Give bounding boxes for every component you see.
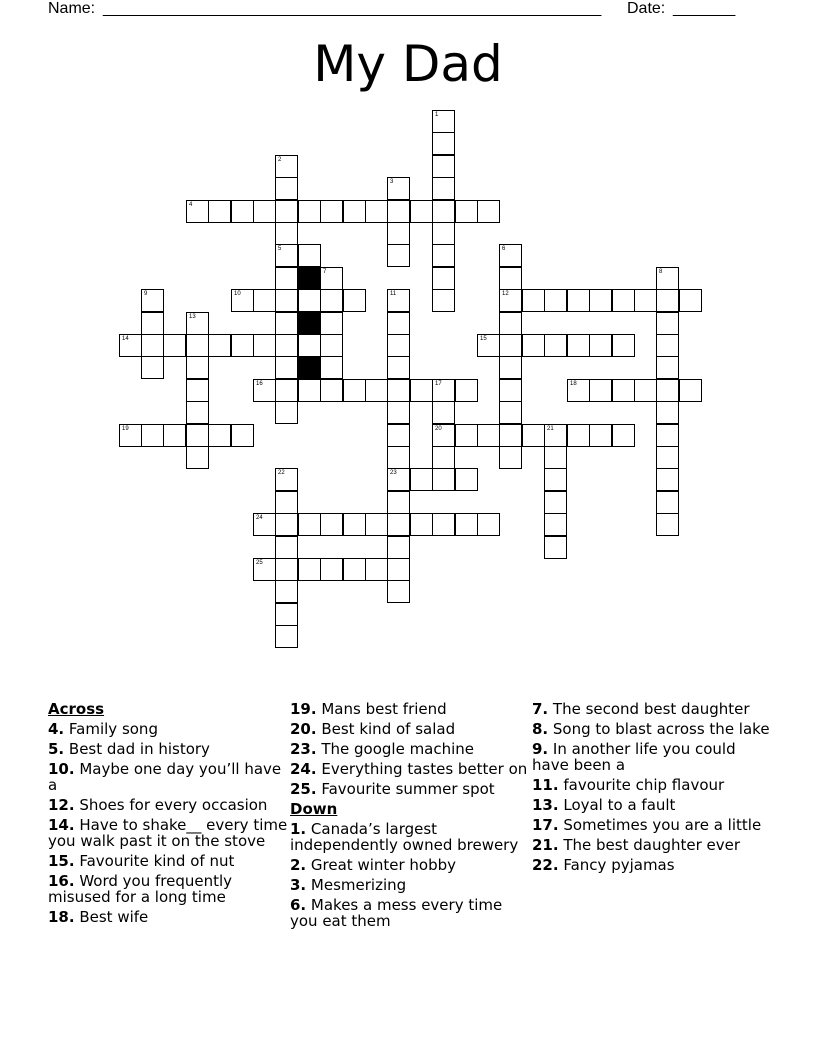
grid-cell[interactable] [634, 289, 657, 312]
grid-cell[interactable] [499, 289, 522, 312]
clue-item: 18. Best wife [48, 908, 149, 926]
grid-cell[interactable] [612, 334, 635, 357]
grid-cell[interactable] [275, 312, 298, 335]
grid-cell[interactable] [567, 289, 590, 312]
clue-item: 23. The google machine [290, 740, 475, 758]
grid-cell[interactable] [432, 513, 455, 536]
grid-cell[interactable] [477, 513, 500, 536]
grid-cell[interactable] [567, 334, 590, 357]
grid-cell[interactable] [432, 468, 455, 491]
grid-cell[interactable] [387, 401, 410, 424]
grid-number: 13 [189, 314, 196, 320]
grid-cell[interactable] [141, 312, 164, 335]
clue-number: 7. [532, 700, 549, 718]
grid-cell[interactable] [186, 424, 209, 447]
grid-cell[interactable] [387, 379, 410, 402]
grid-cell[interactable] [455, 468, 478, 491]
clue-number: 11. [532, 776, 559, 794]
grid-cell[interactable] [522, 424, 545, 447]
grid-block [298, 267, 321, 290]
grid-cell[interactable] [275, 334, 298, 357]
clue-item: 14. Have to shake__ every time you walk past it on the stove [48, 816, 288, 850]
clue-item: 12. Shoes for every occasion [48, 796, 268, 814]
grid-cell[interactable] [656, 513, 679, 536]
grid-cell[interactable] [499, 424, 522, 447]
grid-number: 23 [390, 470, 397, 476]
clue-number: 13. [532, 796, 559, 814]
grid-cell[interactable] [432, 177, 455, 200]
grid-cell[interactable] [432, 244, 455, 267]
grid-cell[interactable] [141, 334, 164, 357]
name-line: ________________________________________________________ [103, 0, 602, 17]
grid-cell[interactable] [612, 379, 635, 402]
clue-number: 1. [290, 820, 307, 838]
grid-cell[interactable] [656, 468, 679, 491]
clue-item: 1. Canada’s largest independently owned brewery [290, 820, 519, 854]
grid-cell[interactable] [477, 334, 500, 357]
grid-cell[interactable] [163, 334, 186, 357]
clues-column-2 [290, 701, 530, 933]
grid-cell[interactable] [455, 379, 478, 402]
grid-cell[interactable] [186, 334, 209, 357]
grid-cell[interactable] [387, 200, 410, 223]
grid-cell[interactable] [432, 424, 455, 447]
grid-cell[interactable] [365, 513, 388, 536]
grid-cell[interactable] [432, 200, 455, 223]
grid-cell[interactable] [387, 424, 410, 447]
grid-cell[interactable] [275, 603, 298, 626]
grid-cell[interactable] [343, 289, 366, 312]
clue-number: 21. [532, 836, 559, 854]
grid-cell[interactable] [432, 155, 455, 178]
clue-number: 3. [290, 876, 307, 894]
clue-number: 17. [532, 816, 559, 834]
grid-cell[interactable] [544, 446, 567, 469]
grid-cell[interactable] [298, 244, 321, 267]
grid-cell[interactable] [275, 177, 298, 200]
grid-cell[interactable] [432, 401, 455, 424]
grid-cell[interactable] [612, 289, 635, 312]
grid-cell[interactable] [656, 379, 679, 402]
grid-number: 5 [278, 246, 282, 252]
grid-cell[interactable] [320, 558, 343, 581]
grid-cell[interactable] [567, 379, 590, 402]
grid-cell[interactable] [544, 289, 567, 312]
clue-number: 25. [290, 780, 317, 798]
grid-cell[interactable] [499, 244, 522, 267]
clue-number: 22. [532, 856, 559, 874]
grid-cell[interactable] [365, 558, 388, 581]
clue-number: 8. [532, 720, 549, 738]
grid-cell[interactable] [141, 424, 164, 447]
grid-cell[interactable] [410, 468, 433, 491]
clue-number: 14. [48, 816, 75, 834]
grid-cell[interactable] [275, 468, 298, 491]
clues-column-3 [532, 701, 772, 877]
grid-cell[interactable] [320, 379, 343, 402]
grid-cell[interactable] [410, 513, 433, 536]
grid-cell[interactable] [387, 244, 410, 267]
grid-cell[interactable] [387, 177, 410, 200]
grid-cell[interactable] [275, 289, 298, 312]
grid-cell[interactable] [186, 446, 209, 469]
grid-cell[interactable] [432, 446, 455, 469]
grid-cell[interactable] [544, 536, 567, 559]
grid-number: 1 [435, 112, 439, 118]
grid-number: 21 [547, 426, 554, 432]
clue-number: 10. [48, 760, 75, 778]
grid-cell[interactable] [499, 334, 522, 357]
grid-cell[interactable] [275, 155, 298, 178]
clue-number: 5. [48, 740, 65, 758]
clue-item: 19. Mans best friend [290, 700, 447, 718]
grid-cell[interactable] [253, 334, 276, 357]
grid-cell[interactable] [477, 424, 500, 447]
grid-cell[interactable] [298, 558, 321, 581]
grid-cell[interactable] [343, 513, 366, 536]
grid-cell[interactable] [208, 334, 231, 357]
clue-item: 15. Favourite kind of nut [48, 852, 235, 870]
grid-cell[interactable] [387, 446, 410, 469]
grid-cell[interactable] [320, 289, 343, 312]
grid-number: 17 [435, 381, 442, 387]
page-title: My Dad [313, 35, 503, 93]
grid-number: 11 [390, 291, 397, 297]
grid-cell[interactable] [432, 222, 455, 245]
section-heading: Across [48, 700, 105, 718]
grid-cell[interactable] [387, 222, 410, 245]
grid-cell[interactable] [141, 356, 164, 379]
name-label: Name: [48, 0, 96, 17]
grid-cell[interactable] [567, 424, 590, 447]
grid-cell[interactable] [499, 401, 522, 424]
grid-cell[interactable] [275, 536, 298, 559]
grid-cell[interactable] [387, 513, 410, 536]
grid-cell[interactable] [499, 312, 522, 335]
grid-cell[interactable] [208, 424, 231, 447]
grid-number: 12 [502, 291, 509, 297]
grid-cell[interactable] [253, 379, 276, 402]
grid-cell[interactable] [679, 289, 702, 312]
grid-cell[interactable] [141, 289, 164, 312]
clue-number: 4. [48, 720, 65, 738]
grid-cell[interactable] [275, 200, 298, 223]
clue-number: 19. [290, 700, 317, 718]
grid-cell[interactable] [186, 200, 209, 223]
grid-cell[interactable] [387, 334, 410, 357]
grid-number: 20 [435, 426, 442, 432]
clue-number: 24. [290, 760, 317, 778]
grid-cell[interactable] [343, 558, 366, 581]
grid-cell[interactable] [387, 580, 410, 603]
clue-number: 9. [532, 740, 549, 758]
grid-cell[interactable] [387, 289, 410, 312]
clue-item: 10. Maybe one day you’ll have a [48, 760, 282, 794]
grid-cell[interactable] [298, 513, 321, 536]
grid-cell[interactable] [343, 379, 366, 402]
grid-cell[interactable] [656, 267, 679, 290]
grid-cell[interactable] [455, 200, 478, 223]
grid-number: 3 [390, 179, 394, 185]
grid-cell[interactable] [522, 289, 545, 312]
clue-number: 6. [290, 896, 307, 914]
grid-cell[interactable] [275, 379, 298, 402]
grid-cell[interactable] [231, 289, 254, 312]
grid-cell[interactable] [679, 379, 702, 402]
grid-cell[interactable] [320, 200, 343, 223]
grid-cell[interactable] [455, 424, 478, 447]
grid-cell[interactable] [656, 401, 679, 424]
clue-item: 25. Favourite summer spot [290, 780, 495, 798]
clue-item: 2. Great winter hobby [290, 856, 457, 874]
grid-cell[interactable] [186, 312, 209, 335]
grid-cell[interactable] [544, 424, 567, 447]
grid-cell[interactable] [343, 200, 366, 223]
clue-item: 5. Best dad in history [48, 740, 210, 758]
clue-number: 23. [290, 740, 317, 758]
grid-cell[interactable] [275, 401, 298, 424]
grid-number: 24 [256, 515, 263, 521]
grid-cell[interactable] [656, 491, 679, 514]
grid-cell[interactable] [320, 334, 343, 357]
grid-number: 22 [278, 470, 285, 476]
clue-item: 17. Sometimes you are a little [532, 816, 762, 834]
grid-cell[interactable] [320, 356, 343, 379]
grid-cell[interactable] [275, 513, 298, 536]
grid-cell[interactable] [275, 491, 298, 514]
grid-number: 19 [122, 426, 129, 432]
grid-block [298, 356, 321, 379]
grid-number: 10 [234, 291, 241, 297]
grid-cell[interactable] [410, 379, 433, 402]
grid-cell[interactable] [432, 379, 455, 402]
grid-cell[interactable] [499, 379, 522, 402]
clue-number: 16. [48, 872, 75, 890]
grid-cell[interactable] [186, 379, 209, 402]
grid-cell[interactable] [634, 379, 657, 402]
grid-cell[interactable] [477, 200, 500, 223]
grid-cell[interactable] [186, 356, 209, 379]
grid-cell[interactable] [589, 334, 612, 357]
grid-cell[interactable] [499, 356, 522, 379]
clue-item: 7. The second best daughter [532, 700, 750, 718]
clue-item: 6. Makes a mess every time you eat them [290, 896, 503, 930]
grid-cell[interactable] [298, 200, 321, 223]
clue-number: 15. [48, 852, 75, 870]
clue-item: 24. Everything tastes better on [290, 760, 528, 778]
clue-item: 11. favourite chip flavour [532, 776, 725, 794]
grid-number: 25 [256, 560, 263, 566]
grid-cell[interactable] [298, 334, 321, 357]
grid-cell[interactable] [320, 513, 343, 536]
grid-cell[interactable] [119, 334, 142, 357]
date-label: Date: [627, 0, 666, 17]
clue-item: 13. Loyal to a fault [532, 796, 676, 814]
grid-cell[interactable] [365, 379, 388, 402]
grid-cell[interactable] [365, 200, 388, 223]
grid-number: 16 [256, 381, 263, 387]
grid-number: 14 [122, 336, 129, 342]
grid-cell[interactable] [119, 424, 142, 447]
grid-cell[interactable] [589, 289, 612, 312]
grid-cell[interactable] [208, 200, 231, 223]
grid-number: 8 [659, 269, 663, 275]
grid-cell[interactable] [522, 334, 545, 357]
grid-cell[interactable] [387, 356, 410, 379]
grid-cell[interactable] [499, 267, 522, 290]
grid-cell[interactable] [432, 110, 455, 133]
grid-number: 9 [144, 291, 148, 297]
clue-number: 2. [290, 856, 307, 874]
grid-cell[interactable] [275, 267, 298, 290]
grid-cell[interactable] [544, 334, 567, 357]
grid-cell[interactable] [275, 222, 298, 245]
grid-block [298, 312, 321, 335]
grid-number: 7 [323, 269, 327, 275]
grid-cell[interactable] [656, 424, 679, 447]
grid-number: 4 [189, 202, 193, 208]
clue-item: 8. Song to blast across the lake [532, 720, 770, 738]
grid-cell[interactable] [656, 334, 679, 357]
clue-item: 9. In another life you could have been a [532, 740, 736, 774]
grid-cell[interactable] [387, 468, 410, 491]
section-heading: Down [290, 800, 338, 818]
grid-cell[interactable] [387, 558, 410, 581]
grid-cell[interactable] [612, 424, 635, 447]
grid-cell[interactable] [275, 244, 298, 267]
grid-cell[interactable] [656, 312, 679, 335]
grid-cell[interactable] [253, 289, 276, 312]
clue-item: 21. The best daughter ever [532, 836, 741, 854]
grid-cell[interactable] [432, 267, 455, 290]
grid-cell[interactable] [275, 356, 298, 379]
grid-cell[interactable] [589, 424, 612, 447]
date-line: _______ [673, 0, 736, 17]
grid-number: 2 [278, 157, 282, 163]
grid-cell[interactable] [298, 379, 321, 402]
grid-cell[interactable] [432, 132, 455, 155]
grid-cell[interactable] [544, 491, 567, 514]
clue-item: 4. Family song [48, 720, 158, 738]
grid-cell[interactable] [275, 558, 298, 581]
clue-item: 16. Word you frequently misused for a long time [48, 872, 233, 906]
grid-cell[interactable] [432, 289, 455, 312]
grid-cell[interactable] [320, 267, 343, 290]
grid-cell[interactable] [387, 312, 410, 335]
grid-cell[interactable] [544, 468, 567, 491]
grid-cell[interactable] [499, 446, 522, 469]
grid-cell[interactable] [231, 424, 254, 447]
clue-item: 3. Mesmerizing [290, 876, 407, 894]
grid-number: 18 [570, 381, 577, 387]
clues-column-1 [48, 701, 288, 929]
grid-cell[interactable] [253, 558, 276, 581]
grid-cell[interactable] [544, 513, 567, 536]
grid-cell[interactable] [186, 401, 209, 424]
grid-cell[interactable] [253, 513, 276, 536]
grid-cell[interactable] [387, 491, 410, 514]
grid-cell[interactable] [410, 200, 433, 223]
clue-item: 20. Best kind of salad [290, 720, 456, 738]
grid-cell[interactable] [253, 200, 276, 223]
grid-cell[interactable] [298, 289, 321, 312]
grid-cell[interactable] [275, 625, 298, 648]
grid-cell[interactable] [387, 536, 410, 559]
grid-cell[interactable] [589, 379, 612, 402]
grid-cell[interactable] [163, 424, 186, 447]
grid-number: 6 [502, 246, 506, 252]
grid-number: 15 [480, 336, 487, 342]
grid-cell[interactable] [656, 446, 679, 469]
grid-cell[interactable] [275, 580, 298, 603]
clue-number: 12. [48, 796, 75, 814]
clue-number: 20. [290, 720, 317, 738]
clue-item: 22. Fancy pyjamas [532, 856, 675, 874]
grid-cell[interactable] [656, 289, 679, 312]
grid-cell[interactable] [455, 513, 478, 536]
clue-number: 18. [48, 908, 75, 926]
grid-cell[interactable] [656, 356, 679, 379]
grid-cell[interactable] [320, 312, 343, 335]
grid-cell[interactable] [231, 200, 254, 223]
grid-cell[interactable] [231, 334, 254, 357]
